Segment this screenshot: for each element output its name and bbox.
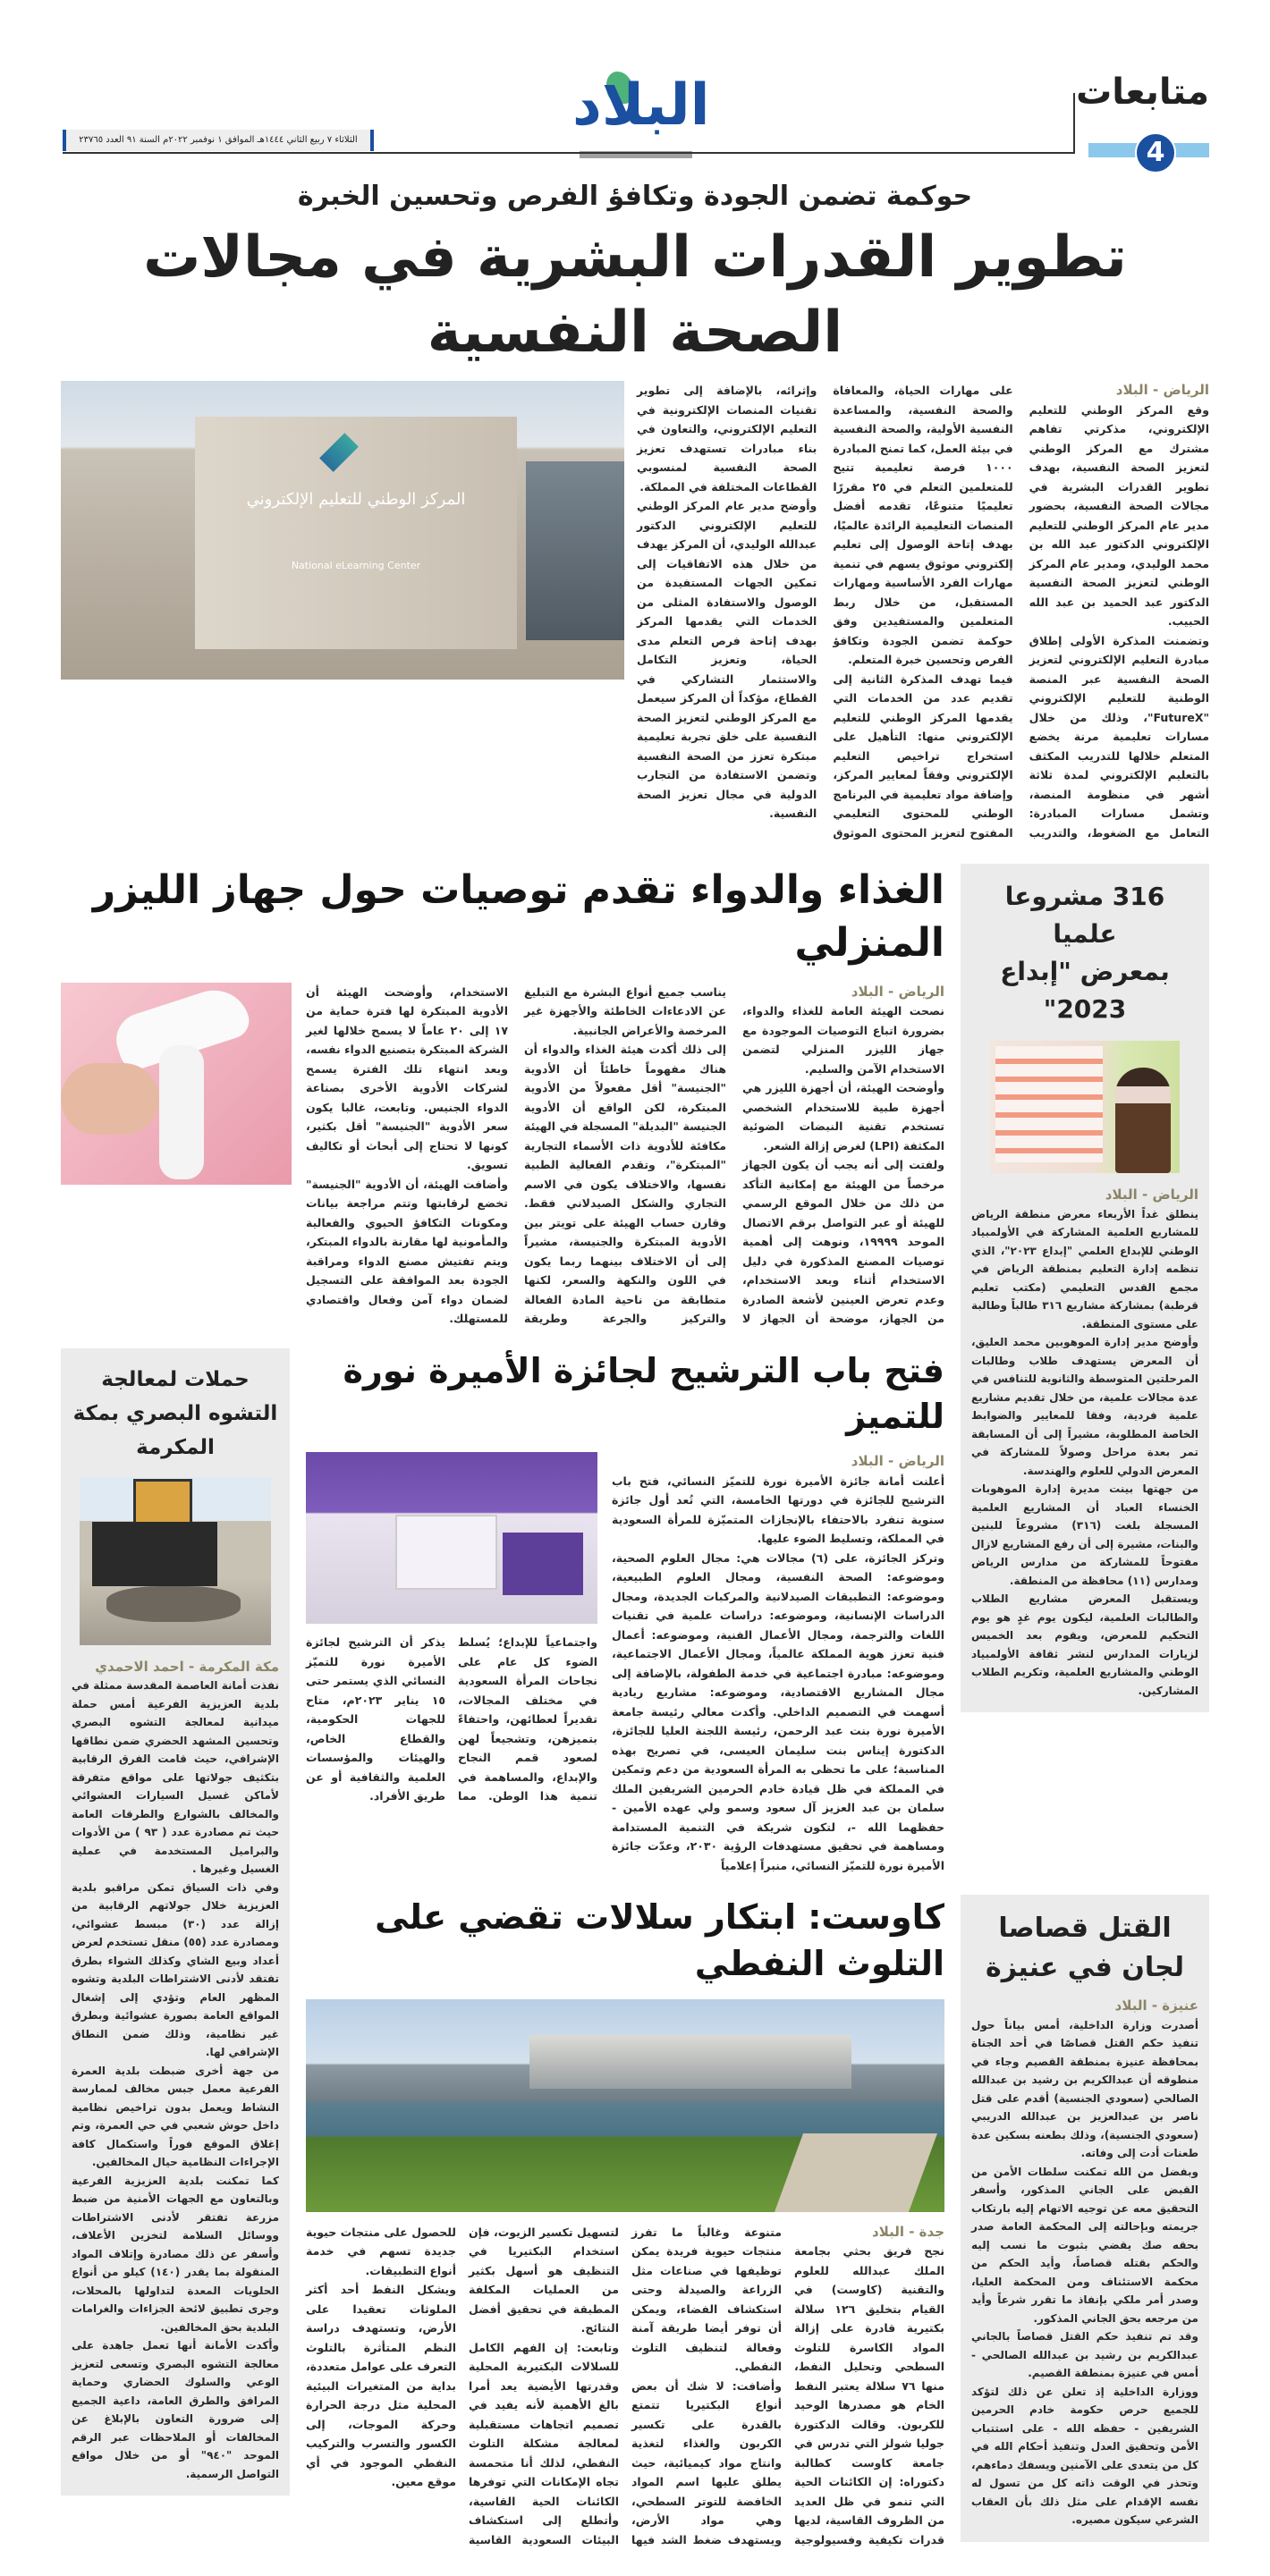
ibdaa-paragraph: من جهتها بينت مديرة إدارة الموهوبات الخنساء العباد أن المشاريع العلمية المسجلة بلغت (٣١٦) مشروعاً للبنين والبنات، مشيرة إلى أن رفع المشاريع لازال مفتوحاً للمشاركة من مدارس الرياض ومدارس (١١) محافظة من المنطقة. <box>971 1482 1198 1587</box>
ibdaa-headline-line1: 316 مشروعا علميا <box>1004 882 1165 949</box>
bulldozer-bucket <box>92 1522 217 1586</box>
section-title: متابعات <box>1076 72 1209 113</box>
ibdaa-paragraph: ينطلق غداً الأربعاء معرض منطقة الرياض للمشاريع العلمية المشاركة في الأولمبياد الوطني للإبداع العلمي "إبداع ٢٠٢٣"، الذي تنظمه إدارة التعليم بمنطقة الرياض في مجمع القدس التعليمي (مكتب تعليم قرطبة) بمشاركة مشاريع ٣١٦ طالباً وطالبة على مستوى المنطقة. <box>971 1207 1198 1330</box>
laser-paragraph: وأوضحت الهيئة، أن أجهزة الليزر هي أجهزة طبية للاستخدام الشخصي تستخدم تقنية النبضات الضوئية المكثفة (LPI) لغرض إزالة الشعر. <box>742 1081 944 1153</box>
building-facade <box>195 417 517 649</box>
issue-dateline: الثلاثاء ٧ ربيع الثاني ١٤٤٤هـ الموافق ١ نوفمبر ٢٠٢٢م السنة ٩١ العدد ٢٣٧٦٥ <box>63 130 374 151</box>
lead-photo <box>61 381 624 680</box>
header-divider-vertical <box>1073 93 1075 154</box>
laser-device-handle <box>159 1045 204 1179</box>
lead-story <box>61 381 1209 842</box>
laser-headline: الغذاء والدواء تقدم توصيات حول جهاز الليزر المنزلي <box>92 867 944 967</box>
campus-building <box>529 2035 851 2089</box>
lead-headline: تطوير القدرات البشرية في مجالات الصحة النفسية <box>143 224 1127 366</box>
header-divider <box>63 152 1073 154</box>
lead-paragraph: وأوضح مدير عام المركز الوطني للتعليم الإلكتروني الدكتور عبدالله الوليدي، أن المركز يهدف من خلال هذه الاتفاقيات إلى تمكين الجهات المستفيدة من الوصول والاستفادة المثلى من الخدمات التي يقدمها المركز بهدف إتاحة فرص التعلم مدى الحياة، وتعزيز التكامل والاستثمار التشاركي في القطاع، مؤكداً أن المركز سيعمل مع المركز الوطني لتعزيز الصحة النفسية على خلق تجربة تعليمية مبتكرة تعزز من الصحة النفسية وتضمن الاستفادة من التجارب الدولية في مجال تعزيز الصحة النفسية. <box>637 499 817 820</box>
kaust-paragraph: نجح فريق بحثي بجامعة الملك عبدالله للعلوم والتقنية (كاوست) في القيام بتخليق ١٢٦ سلالة بكتيرية قادرة على إزالة المواد الكاسرة للتلوث السطحي وتحليل النفط، منها ٧٦ سلالة يعتبر النفط الخام هو مصدرها الوحيد للكربون. وقالت الدكتورة جوليا شولز التي تدرس في جامعة كاوست كطالبة دكتوراه: إن الكائنات الحية التي تنمو في ظل العديد من الظروف القاسية، لديها قدرات تكيفية وفسيولوجية متنوعة وغالباً ما تفرز منتجات حيوية فريدة يمكن توظيفها في صناعات مثل الزراعة والصيدلة وحتى استكشاف الفضاء، ويمكن أن توفر أيضا طريقة آمنة وفعالة لتنظيف التلوث النفطي. <box>631 2225 945 2546</box>
makkah-body <box>72 1658 279 2484</box>
kaust-dateline: جدة - البلاد <box>872 2223 944 2240</box>
laser-paragraph: إلى ذلك أكدت هيئة الغذاء والدواء أن هناك مفهوماً خاطئاً أن الأدوية "الجنيسة" أقل مفعولاً من الأدوية المبتكرة، لكن الواقع أن الأدوية الجنيسة "البديلة" المسجلة في الهيئة مكافئة للأدوية ذات الأسماء التجارية "المبتكرة"، وتقدم الفعالية الطبية نفسها، والاختلاف يكون في الاسم التجاري والشكل الصيدلاني فقط. وقارن حساب الهيئة على تويتر بين الأدوية المبتكرة والجنيسة، مشيراً إلى أن الاختلاف بينهما ربما يكون في اللون والنكهة والسعر، لكنها متطابقة من ناحية المادة الفعالة والتركيز والجرعة وطريقة الاستخدام، وأوضحت الهيئة أن الأدوية المبتكرة لها فترة حماية من ١٧ إلى ٢٠ عاماً لا يسمح خلالها لغير الشركة المبتكرة بتصنيع الدواء نفسه، وبعد انتهاء تلك الفترة يسمح لشركات الأدوية الأخرى بصناعة الدواء الجنيس. وتابعت، غالبا يكون سعر الأدوية "الجنيسة" أقل بكثير، كونها لا تحتاج إلى أبحاث أو تكاليف تسويق. <box>306 984 726 1326</box>
lead-subheadline: حوكمة تضمن الجودة وتكافؤ الفرص وتحسين الخبرة <box>297 181 973 212</box>
ibdaa-paragraph: وأوضح مدير إدارة الموهوبين محمد العليق، أن المعرض يستهدف طلاب وطالبات المرحلتين المتوسطة والثانوية للتنافس في عدة مجالات علمية، من خلال تقديم مشاريع علمية فردية، وفقا للمعايير والضوابط الخاصة المطلوبة، مشيراً إلى أن المسابقة تمر بعدة مراحل وصولاً للمشاركة في المعرض الدولي للعلوم والهندسة. <box>971 1336 1198 1477</box>
unaizah-body <box>971 1997 1198 2530</box>
noura-story <box>306 1348 944 1876</box>
kaust-paragraph: وتابعت: إن الفهم الكامل للسلالات البكتيرية المحلية وقدرتها الأيضية يعد أمرا بالغ الأهمية لأنه يفيد في تصميم اتجاهات مستقبلية لمعالجة مشكلة التلوث النفطي، لذلك أنا متحمسة تجاه الإمكانات التي توفرها الكائنات الحية القاسية، وأتطلع إلى استكشاف البيئات السعودية القاسية للحصول على منتجات حيوية جديدة تسهم في خدمة أنواع التطبيقات. <box>306 2225 619 2546</box>
kaust-campus-photo <box>306 1999 944 2212</box>
unaizah-headline-line1: القتل قصاصا <box>998 1913 1172 1945</box>
laser-paragraph: ولفتت إلى أنه يجب أن يكون الجهاز مرخصاً من الهيئة مع إمكانية التأكد من ذلك من خلال الموقع الرسمي للهيئة أو عبر التواصل برقم الاتصال الموحد ١٩٩٩٩، ونوهت إلى أهمية توصيات المصنع المذكورة في دليل الاستخدام أثناء وبعد الاستخدام، وعدم تعرض العينين لأشعة الصادرة من الجهاز، موضحة أن الجهاز لا يناسب جميع أنواع البشرة مع التبليغ عن الادعاءات الخاطئة والأجهزة غير المرخصة والأعراض الجانبية. <box>524 984 944 1326</box>
makkah-paragraph: وفي ذات السياق تمكن مراقبو بلدية العزيزية خلال جولاتهم الرقابية من إزالة عدد (٣٠) مبسط عشوائي، ومصادرة عدد (٥٥) منقل تستخدم لعرض أعداد وبيع الشاي وكذلك الشواء بطرق تفتقد لأدنى الاشتراطات البلدية وتشوه المظهر العام وتؤدي إلى إشغال المواقع العامة بصورة عشوائية وبطرق غير نظامية، وذلك ضمن النطاق الإشرافي لها. <box>72 1880 279 2059</box>
makkah-dateline: مكة المكرمة - احمد الاحمدي <box>95 1658 279 1675</box>
lower-section <box>61 864 1209 2549</box>
laser-paragraph: نصحت الهيئة العامة للغذاء والدواء، بضرورة اتباع التوصيات الموجودة مع جهاز الليزر المنزلي لتضمن الاستخدام الآمن والسليم. <box>742 1004 944 1076</box>
makkah-paragraph: كما تمكنت بلدية العزيزية الفرعية وبالتعاون مع الجهات الأمنية من ضبط مزرعة تفتقر لأدنى الاشتراطات ووسائل السلامة لتخزين الأعلاف، وأسفر عن ذلك مصادرة وإتلاف المواد المنقولة بما يقدر (١٤٠) كيلو من أنواع الحلويات المعدة لتداولها بالمحلات، وجرى تطبيق لائحة الجزاءات والغرامات البلدية بحق المخالفين. <box>72 2174 280 2334</box>
newspaper-logo <box>572 70 710 155</box>
masthead <box>0 0 1270 170</box>
ibdaa-box <box>961 864 1209 1712</box>
page-number: 4 <box>1135 132 1176 173</box>
unaizah-paragraph: أصدرت وزارة الداخلية، أمس بياناً حول تنفيذ حكم القتل قصاصًا في أحد الجناة بمحافظة عنيزة بمنطقة القصيم وجاء في منطوقه أن عبدالكريم بن رشيد بن عبدالله الصالحي (سعودي الجنسية) أقدم على قتل ناصر بن عبدالعزيز بن عبدالله الدريبي (سعودي الجنسية)، وذلك بطعنه بسكين عدة طعنات أدت إلى وفاته. <box>971 2018 1198 2160</box>
lead-paragraph: فيما تهدف المذكرة الثانية إلى تقديم عدد من الخدمات التي يقدمها المركز الوطني للتعليم الإلكتروني منها: التأهيل على استخراج تراخيص التعليم الإلكتروني وفقاً لمعايير المركز، وإضافة مواد تعليمية في البرنامج الوطني للمحتوى التعليمي المفتوح لتعزيز المحتوى الموثوق وإثرائه، بالإضافة إلى تطوير تقنيات المنصات الإلكترونية في التعليم الإلكتروني، والتعاون في بناء مبادرات تستهدف تعزيز الصحة النفسية لمنسوبي القطاعات المختلفة في المملكة. <box>637 384 1013 840</box>
laser-paragraph: وأضافت الهيئة، أن الأدوية "الجنيسة" تخضع لرقابتها وتتم مراجعة بيانات ومكونات التكافؤ الحيوي والفعالية والمأمونية لها مقارنة بالدواء المبتكر، ويتم تفتيش مصنع الدواء ومراقبة الجودة بعد الموافقة على التسجيل لضمان دواء آمن وفعال واقتصادي للمستهلك. <box>306 1177 508 1326</box>
makkah-paragraph: من جهة أخرى ضبطت بلدية العمرة الفرعية معمل جبس مخالف لممارسة النشاط ويعمل بدون تراخيص نظامية داخل حوش شعبي في حي العمرة، وتم إغلاق الموقع فوراً واستكمال كافة الإجراءات النظامية حيال المخالفين. <box>72 2064 279 2169</box>
noura-headline: فتح باب الترشيح لجائزة الأميرة نورة للتميز <box>343 1350 944 1437</box>
laser-body <box>306 983 944 1329</box>
kaust-headline: كاوست: ابتكار سلالات تقضي على التلوث النفطي <box>375 1897 944 1983</box>
building-glass <box>526 461 624 640</box>
unaizah-dateline: عنيزة - البلاد <box>1114 1997 1198 2014</box>
noura-dateline: الرياض - البلاد <box>851 1453 944 1470</box>
award-display <box>395 1515 497 1590</box>
kaust-paragraph: ويشكل النفط أحد أكثر الملوثات تعقيدا على الأرض، وتستهدف دراسة النظم المتأثرة بالتلوث التعرف على عوامل متعددة، بداية من المتغيرات البيئية المحلية مثل درجة الحرارة وحركة الموجات، إلى الكسور والتسرب والتركيب النفطي الموجود في أي موقع معين. <box>306 2283 456 2489</box>
noura-body-main <box>612 1452 944 1875</box>
noura-paragraph: وتركز الجائزة، على (٦) مجالات هي: مجال العلوم الصحية، وموضوعه: الصحة النفسية، ومجال العلوم الطبيعية، وموضوعه: التطبيقات الصيدلانية والمركبات الجديدة، ومجال الدراسات الإنسانية، وموضوعه: دراسات علمية في تقنيات اللغات والترجمة، ومجال الأعمال الفنية، وموضوعه: أعمال فنية تعزز هوية المملكة عالمياً، ومجال الأعمال الاجتماعية، وموضوعه: مبادرة اجتماعية في خدمة الطفولة، بالإضافة إلى مجال المشاريع الاقتصادية، وموضوعه: مشاريع ريادية أسهمت في التصميم الداخلي. وأكدت معالي رئيسة جامعة الأميرة نورة بنت عبد الرحمن، رئيسة اللجنة العليا للجائزة، الدكتورة إيناس بنت سليمان العيسى، في تصريح بهذه المناسبة؛ على ما تحظى به المرأة السعودية من دعم وتمكين في المملكة في ظل قيادة خادم الحرمين الشريفين الملك سلمان بن عبد العزيز آل سعود وسمو ولي عهده الأمين - حفظهما الله -، لتكون شريكة في التنمية المستدامة ومساهمة في تحقيق مستهدفات الرؤية ٢٠٣٠، وعدّت جائزة الأميرة نورة للتميّز النسائي، منبراً إعلامياً <box>612 1550 945 1872</box>
unaizah-headline-line2: لجان في عنيزة <box>986 1952 1184 1984</box>
ibdaa-dateline: الرياض - البلاد <box>1105 1187 1198 1203</box>
lead-paragraph: وقع المركز الوطني للتعليم الإلكتروني، مذكرتي تفاهم مشترك مع المركز الوطني لتعزيز الصحة النفسية، بهدف تطوير القدرات البشرية في مجالات الصحة النفسية، بحضور مدير عام المركز الوطني للتعليم الإلكتروني الدكتور عبد الله بن محمد الوليدي، ومدير عام المركز الوطني لتعزيز الصحة النفسية الدكتور عبد الحميد بن عبد الله الحبيب. <box>1029 402 1209 628</box>
noura-body-continued <box>306 1633 597 1806</box>
makkah-paragraph: وأكدت الأمانة أنها تعمل جاهدة على معالجة التشوه البصري وتسعى لتعزيز الوعي والسلوك الحضاري وحماية المرافق والطرق العامة، داعية الجميع إلى ضرورة التعاون بالإبلاغ عن المخالفات أو الملاحظات عبر الرقم الموحد "٩٤٠" أو من خلال مواقع التواصل الرسمية. <box>72 2339 279 2480</box>
bulldozer-photo <box>80 1477 271 1645</box>
logo-text: البلاد <box>572 72 710 139</box>
unaizah-paragraph: وبفضل من الله تمكنت سلطات الأمن من القبض على الجاني المذكور، وأسفر التحقيق معه عن توجيه الاتهام إليه بارتكاب جريمته وبإحالته إلى المحكمة العامة صدر بحقه صك يقضي بثبوت ما نسب إليه والحكم بقتله قصاصاً، وأيد الحكم من محكمة الاستئناف ومن المحكمة العليا، وصدر أمر ملكي بإنفاذ ما تقرر شرعاً وأيد من مرجعه بحق الجاني المذكور. <box>971 2165 1198 2325</box>
laser-dateline: الرياض - البلاد <box>851 983 944 1000</box>
walkway <box>775 2133 937 2212</box>
building-sign-en: National eLearning Center <box>291 560 421 571</box>
makkah-box <box>61 1348 290 2496</box>
laser-device-photo <box>61 983 292 1185</box>
student-figure <box>1115 1068 1171 1173</box>
ibdaa-headline-line2: بمعرض "إبداع 2023" <box>1000 957 1170 1024</box>
unaizah-box <box>961 1895 1209 2542</box>
noura-paragraph: واجتماعياً للإبداع؛ يُسلط الضوء كل عام على نجاحات المرأة السعودية في مختلف المجالات، تقديراً لعطائهن، واحتفاءً بتميزهن، وتشجيعاً لهن لصعود قمم النجاح والإبداع، والمساهمة في تنمية هذا الوطن. مما يذكر أن الترشيح لجائزة الأميرة نورة للتميّز النسائي الذي يستمر حتى ١٥ يناير ٢٠٢٣م، متاح للجهات الحكومية، والقطاع الخاص، والهيئات والمؤسسات العلمية والثقافية أو عن طريق الأفراد. <box>306 1635 597 1803</box>
debris <box>106 1586 241 1622</box>
ibdaa-body <box>971 1186 1198 1700</box>
kaust-story <box>306 1895 944 2549</box>
award-boxes <box>503 1533 583 1595</box>
makkah-headline: حملات لمعالجة التشوه البصري بمكة المكرمة <box>72 1367 278 1459</box>
poster-board <box>995 1046 1103 1162</box>
lead-paragraph: وتضمنت المذكرة الأولى إطلاق مبادرة التعليم الإلكتروني لتعزيز الصحة النفسية عبر المنصة الوطنية للتعليم الإلكتروني "FutureX"، وذلك من خلال مسارات تعليمية مرنة يخضع المتعلم خلالها للتدريب المكثف بالتعليم الإلكتروني لمدة ثلاثة أشهر في منظومة المنصة، وتشمل مسارات المبادرة: التعامل مع الضغوط، والتدريب على مهارات الحياة، والمعافاة والصحة النفسية، والمساعدة النفسية الأولية، والصحة النفسية في بيئة العمل، كما تمنح المبادرة ١٠٠٠ فرصة تعليمية تتيح للمتعلمين التعلم في ٢٥ مقررًا تعليميًا متنوعًا، تقدمه أفضل المنصات التعليمية الرائدة عالميًا، بهدف إتاحة الوصول إلى تعليم إلكتروني موثوق يسهم في تنمية مهارات الفرد الأساسية ومهارات المستقبل، من خلال ربط المتعلمين والمستفيدين وفق حوكمة تضمن الجودة وتكافؤ الفرص وتحسين خبرة المتعلم. <box>833 384 1209 840</box>
ibdaa-photo <box>990 1041 1180 1173</box>
laser-story <box>61 864 944 1329</box>
lead-dateline: الرياض - البلاد <box>1115 382 1209 398</box>
building-sign: المركز الوطني للتعليم الإلكتروني <box>246 490 466 509</box>
noura-award-photo <box>306 1452 597 1624</box>
hand <box>61 1063 159 1135</box>
ibdaa-paragraph: ويستقبل المعرض مشاريع الطلاب والطالبات العلمية، ليكون يوم غدٍ هو يوم التحكيم للمعرض، ويقوم بعد الخميس لزيارات المدارس لنشر ثقافة الأولمبياد الوطني والمشاريع العلمية، وتكريم الطلاب المشاركين. <box>971 1592 1198 1697</box>
kaust-paragraph: وأضافت: لا شك أن بعض أنواع البكتيريا تتمتع بالقدرة على تكسير الكربون والغذاء لتغذية وانتاج مواد كيميائية، حيث يطلق عليها اسم المواد الخافضة للتوتر السطحي، وهي مواد الأرض، ويستهدف ضغط الشد فيها لتسهيل تكسير الزيوت، فإن استخدام البكتيريا في التنظيف هو أسهل بكثير من العمليات المكلفة المطبقة في تحقيق أفضل النتائج. <box>469 2225 782 2546</box>
lead-body <box>637 381 1209 842</box>
noura-paragraph: أعلنت أمانة جائزة الأميرة نورة للتميّز النسائي، فتح باب الترشيح للجائزة في دورتها الخامسة، التي تُعد أول جائزة سنوية تنفرد بالاحتفاء بالإنجازات المتميّزة للمرأة السعودية في المملكة، وتسليط الضوء عليها. <box>612 1474 944 1546</box>
makkah-paragraph: نفذت أمانة العاصمة المقدسة ممثلة في بلدية العزيزية الفرعية أمس حملة ميدانية لمعالجة التشوه البصري وتحسين المشهد الحضري ضمن نطاقها الإشرافي، حيث قامت الفرق الرقابية بتكثيف جولاتها على مواقع متفرقة لأماكن غسيل السيارات العشوائي والمخالف بالشوارع والطرقات العامة حيث تم مصادرة عدد ( ٩٣ ) من الأدوات والبراميل المستخدمة في عملية الغسيل وغيرها . <box>72 1679 279 1876</box>
kaust-body <box>306 2223 944 2550</box>
unaizah-paragraph: وقد تم تنفيذ حكم القتل قصاصاً بالجاني عبدالكريم بن رشيد بن عبدالله الصالحي - أمس في عنيزة بمنطقة القصيم. <box>971 2330 1198 2380</box>
unaizah-paragraph: ووزارة الداخلية إذ تعلن عن ذلك لتؤكد للجميع حرص حكومة خادم الحرمين الشريفين - حفظه الله - على استتباب الأمن وتحقيق العدل وتنفيذ أحكام الله في كل من يتعدى على الآمنين ويسفك دماءهم، وتحذر في الوقت ذاته كل من تسول له نفسه الإقدام على مثل ذلك بأن العقاب الشرعي سيكون مصيره. <box>971 2385 1198 2527</box>
